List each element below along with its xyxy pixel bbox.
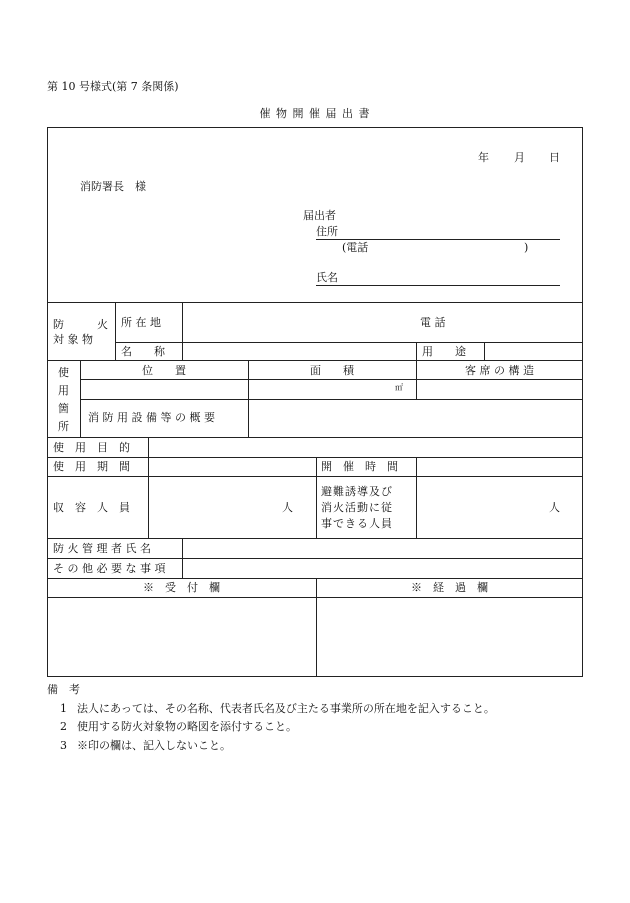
note-number: 1	[60, 702, 67, 715]
rule	[47, 476, 583, 477]
name-label: 氏名	[316, 271, 338, 284]
address-label: 住所	[316, 225, 338, 238]
other-label: そ の 他 必 要 な 事 項	[53, 562, 166, 575]
note-number: 3	[60, 739, 67, 752]
rule	[47, 597, 583, 598]
notes-heading: 備 考	[47, 683, 80, 696]
rule	[182, 302, 183, 360]
note-number: 2	[60, 720, 67, 733]
capacity-label: 収 容 人 員	[53, 501, 130, 514]
use-label: 用 途	[422, 345, 466, 358]
notifier-label: 届出者	[303, 209, 336, 222]
evac-line1: 避難誘導及び	[321, 485, 393, 498]
usage-place-char: 箇	[58, 402, 69, 415]
area-label: 面 積	[310, 364, 354, 377]
event-time-label: 開 催 時 間	[321, 460, 398, 473]
evac-line2: 消火活動に従	[321, 501, 393, 514]
note-text: 使用する防火対象物の略図を添付すること。	[77, 720, 297, 733]
reception-label: ※ 受 付 欄	[143, 581, 220, 594]
rule	[47, 437, 583, 438]
form-title: 催 物 開 催 届 出 書	[259, 107, 371, 120]
target-label-line1: 防 火	[53, 318, 108, 331]
usage-place-char: 所	[58, 420, 69, 433]
area-unit: ㎡	[395, 383, 403, 392]
rule	[416, 342, 417, 360]
date-year: 年	[478, 151, 489, 164]
purpose-label: 使 用 目 的	[53, 441, 130, 454]
position-label: 位 置	[142, 364, 186, 377]
period-label: 使 用 期 間	[53, 460, 130, 473]
rule	[47, 538, 583, 539]
rule	[115, 342, 583, 343]
phone-label: 電 話	[420, 316, 446, 329]
rule	[80, 379, 583, 380]
rule	[416, 457, 417, 538]
rule	[47, 578, 583, 579]
form-number: 第 10 号様式(第 7 条関係)	[47, 80, 179, 93]
facilities-label: 消 防 用 設 備 等 の 概 要	[88, 411, 215, 424]
object-name-label: 名 称	[121, 345, 165, 358]
location-label: 所 在 地	[121, 316, 161, 329]
rule	[182, 538, 183, 578]
rule	[484, 342, 485, 360]
rule	[80, 399, 583, 400]
date-day: 日	[549, 151, 560, 164]
date-month: 月	[514, 151, 525, 164]
progress-label: ※ 経 過 欄	[411, 581, 488, 594]
phone-open: (電話	[342, 241, 369, 254]
phone-close: )	[524, 241, 529, 254]
rule	[148, 437, 149, 538]
rule	[47, 302, 583, 303]
address-underline	[316, 239, 560, 240]
addressee-line: 消防署長 様	[80, 180, 146, 193]
rule	[47, 360, 583, 361]
evac-unit: 人	[549, 501, 560, 514]
rule	[316, 457, 317, 538]
note-text: 法人にあっては、その名称、代表者氏名及び主たる事業所の所在地を記入すること。	[77, 702, 495, 715]
target-label-line2: 対 象 物	[53, 333, 93, 346]
manager-label: 防 火 管 理 者 氏 名	[53, 542, 151, 555]
rule	[47, 457, 583, 458]
rule	[47, 558, 583, 559]
capacity-unit: 人	[282, 501, 293, 514]
seating-label: 客 席 の 構 造	[465, 364, 534, 377]
note-text: ※印の欄は、記入しないこと。	[77, 739, 231, 752]
name-underline	[316, 285, 560, 286]
evac-line3: 事できる人員	[321, 517, 393, 530]
rule	[115, 302, 116, 360]
usage-place-char: 用	[58, 384, 69, 397]
usage-place-char: 使	[58, 366, 69, 379]
